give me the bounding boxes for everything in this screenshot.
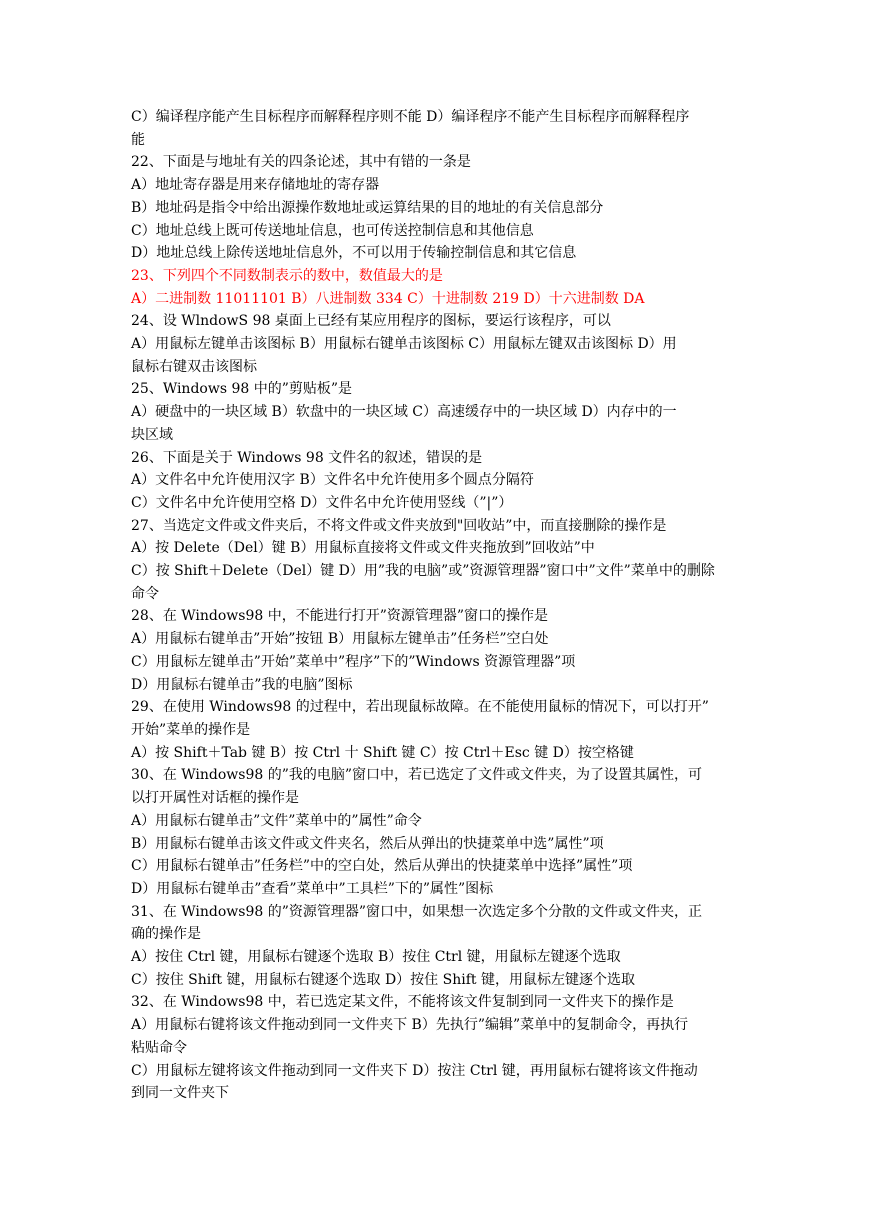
text-line: 27、当选定文件或文件夹后，不将文件或文件夹放到"回收站”中，而直接删除的操作是 [131,517,667,534]
text-line: 到同一文件夹下 [131,1085,229,1102]
text-line: 命令 [131,585,159,602]
text-line: 30、在 Windows98 的”我的电脑”窗口中，若已选定了文件或文件夹，为了设置其属性，可 [131,767,703,784]
text-line: 能 [131,131,145,148]
text-line: B）用鼠标右键单击该文件或文件夹名，然后从弹出的快捷菜单中选”属性”项 [131,835,604,852]
text-line: D）用鼠标右键单击”查看”菜单中”工具栏”下的”属性”图标 [131,880,494,897]
text-line: 确的操作是 [131,926,201,943]
text-line: A）用鼠标左键单击该图标 B）用鼠标右键单击该图标 C）用鼠标左键双击该图标 D）用 [131,336,677,353]
text-line: A）二进制数 11011101 B）八进制数 334 C）十进制数 219 D）十六进制数 DA [131,290,645,307]
text-line: D）用鼠标右键单击”我的电脑”图标 [131,676,353,693]
text-line: 23、下列四个不同数制表示的数中，数值最大的是 [131,267,443,284]
text-line: 26、下面是关于 Windows 98 文件名的叙述，错误的是 [131,449,483,466]
text-line: C）用鼠标左键将该文件拖动到同一文件夹下 D）按注 Ctrl 键，再用鼠标右键将该文件拖动 [131,1062,698,1079]
text-line: 31、在 Windows98 的”资源管理器”窗口中，如果想一次选定多个分散的文件或文件夹，正 [131,903,703,920]
text-line: C）按 Shift＋Delete（Del）键 D）用”我的电脑”或”资源管理器”窗口中”文件”菜单中的删除 [131,563,715,580]
text-line: A）按住 Ctrl 键，用鼠标右键逐个选取 B）按住 Ctrl 键，用鼠标左键逐个选取 [131,949,621,966]
document-page [131,106,743,1105]
text-line: 粘贴命令 [131,1039,187,1056]
text-line: B）地址码是指令中给出源操作数地址或运算结果的目的地址的有关信息部分 [131,199,604,216]
text-line: A）用鼠标右键将该文件拖动到同一文件夹下 B）先执行”编辑”菜单中的复制命令，再执行 [131,1017,689,1034]
text-line: 鼠标右键双击该图标 [131,358,257,375]
text-line: 块区域 [131,426,173,443]
text-line: D）地址总线上除传送地址信息外，不可以用于传输控制信息和其它信息 [131,245,577,262]
text-line: C）按住 Shift 键，用鼠标右键逐个选取 D）按住 Shift 键，用鼠标左键逐个选取 [131,971,635,988]
text-line: A）硬盘中的一块区域 B）软盘中的一块区域 C）高速缓存中的一块区域 D）内存中的一 [131,404,677,421]
text-line: 28、在 Windows98 中，不能进行打开”资源管理器”窗口的操作是 [131,608,549,625]
text-line: C）编译程序能产生目标程序而解释程序则不能 D）编译程序不能产生目标程序而解释程序 [131,109,690,125]
text-line: A）按 Shift＋Tab 键 B）按 Ctrl 十 Shift 键 C）按 Ctrl＋Esc 键 D）按空格键 [131,744,634,761]
text-line: A）按 Delete（Del）键 B）用鼠标直接将文件或文件夹拖放到”回收站”中 [131,540,595,557]
text-line: A）用鼠标右键单击”文件”菜单中的”属性”命令 [131,812,422,829]
text-line: A）用鼠标右键单击”开始”按钮 B）用鼠标左键单击”任务栏”空白处 [131,631,549,648]
text-line: C）用鼠标左键单击”开始”菜单中”程序”下的”Windows 资源管理器”项 [131,653,576,670]
text-line: 29、在使用 Windows98 的过程中，若出现鼠标故障。在不能使用鼠标的情况下，可以打开” [131,699,709,716]
text-line: A）地址寄存器是用来存储地址的寄存器 [131,177,380,194]
text-line: 22、下面是与地址有关的四条论述，其中有错的一条是 [131,154,471,171]
text-line: 以打开属性对话框的操作是 [131,790,299,807]
text-line: 24、设 WlndowS 98 桌面上已经有某应用程序的图标，要运行该程序，可以 [131,313,611,330]
text-line: 开始”菜单的操作是 [131,721,251,738]
text-line: A）文件名中允许使用汉字 B）文件名中允许使用多个圆点分隔符 [131,472,534,489]
text-line: C）用鼠标右键单击”任务栏”中的空白处，然后从弹出的快捷菜单中选择”属性”项 [131,858,633,875]
text-line: 25、Windows 98 中的”剪贴板”是 [131,381,353,398]
text-line: 32、在 Windows98 中，若已选定某文件，不能将该文件复制到同一文件夹下的操作是 [131,994,674,1011]
text-line: C）地址总线上既可传送地址信息，也可传送控制信息和其他信息 [131,222,534,239]
text-line: C）文件名中允许使用空格 D）文件名中允许使用竖线（”|”） [131,494,513,511]
